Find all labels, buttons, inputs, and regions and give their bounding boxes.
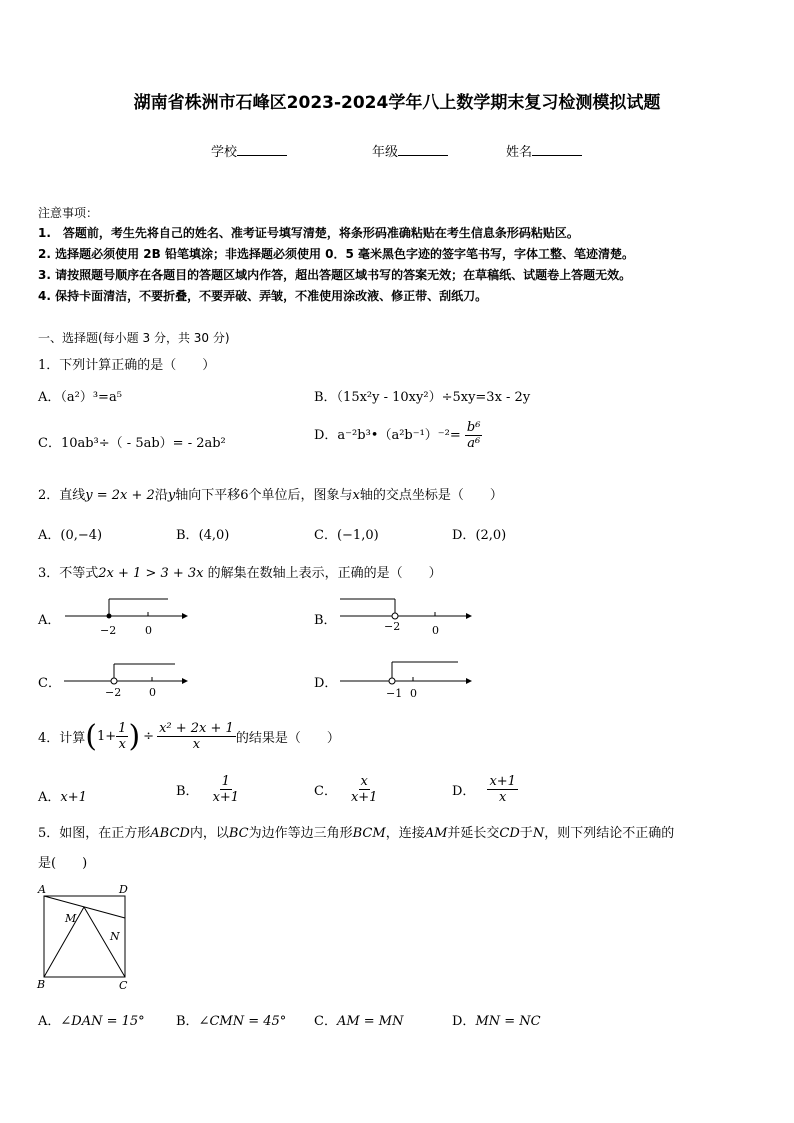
q1-option-d[interactable] bbox=[314, 420, 482, 451]
q5-s1e: 并延长交 bbox=[447, 826, 500, 841]
q2-option-d[interactable] bbox=[452, 524, 506, 543]
q3-a-tick-label: −2 bbox=[100, 624, 117, 637]
q3-b-tick-label: 0 bbox=[432, 624, 439, 637]
school-blank[interactable] bbox=[237, 143, 287, 156]
q2-6: 6 bbox=[240, 488, 249, 503]
name-blank[interactable] bbox=[532, 143, 582, 156]
q1-d-den: a⁶ bbox=[467, 436, 481, 451]
notes-heading: 注意事项： bbox=[38, 206, 99, 220]
q2-option-b[interactable] bbox=[176, 524, 229, 543]
q5-label-n: N bbox=[110, 930, 120, 943]
q4-d-fraction bbox=[487, 774, 518, 805]
q2-stem-b: 沿 bbox=[154, 488, 168, 503]
q4-fraction-2 bbox=[157, 721, 236, 752]
q5-label-b: B bbox=[37, 978, 46, 991]
q5-option-b[interactable] bbox=[176, 1010, 286, 1029]
q2-b-value: (4,0) bbox=[198, 528, 230, 543]
q5-d-label: D． bbox=[452, 1014, 476, 1029]
q4-option-b[interactable] bbox=[176, 774, 241, 805]
q3-b-number-line bbox=[336, 592, 476, 638]
q4-b-fraction bbox=[211, 774, 242, 805]
note-item: 3. 请按照题号顺序在各题目的答题区域内作答，超出答题区域书写的答案无效；在草稿纸、试题卷上答题无效。 bbox=[38, 268, 632, 282]
q4-a-value: x+1 bbox=[60, 790, 87, 805]
q4-b-label: B． bbox=[176, 784, 199, 799]
note-item: 1. 答题前，考生先将自己的姓名、准考证号填写清楚，将条形码准确粘贴在考生信息条形码粘贴区。 bbox=[38, 226, 579, 240]
q4-d-num: x+1 bbox=[489, 774, 516, 789]
school-label: 学校 bbox=[211, 145, 238, 160]
q4-option-c[interactable] bbox=[314, 774, 379, 805]
q5-bcm: BCM bbox=[352, 826, 386, 841]
q4-c-num: x bbox=[360, 774, 368, 789]
q2-d-value: (2,0) bbox=[475, 528, 507, 543]
q5-cd: CD bbox=[499, 826, 520, 841]
grade-field[interactable] bbox=[372, 141, 448, 160]
q5-square-figure bbox=[34, 880, 144, 995]
name-label: 姓名 bbox=[506, 145, 533, 160]
q5-label-m: M bbox=[65, 912, 77, 925]
q5-s1d: ，连接 bbox=[385, 826, 425, 841]
q2-stem-d: 个单位后，图象与 bbox=[248, 488, 353, 503]
q4-option-a[interactable] bbox=[38, 786, 87, 805]
q5-stem-line2: 是( ) bbox=[38, 856, 88, 871]
q4-d-den: x bbox=[499, 790, 507, 805]
q4-f1-den: x bbox=[118, 737, 126, 752]
q3-stem-a: 3．不等式 bbox=[38, 566, 99, 581]
q2-stem bbox=[38, 484, 503, 503]
q4-paren-open: ( bbox=[85, 718, 97, 754]
q4-d-label: D． bbox=[452, 784, 476, 799]
q5-am: AM bbox=[424, 826, 448, 841]
q3-option-c-label[interactable]: C． bbox=[38, 676, 61, 691]
q4-a-label: A． bbox=[38, 790, 61, 805]
q3-eq: 2x + 1 > 3 + 3x bbox=[98, 566, 204, 581]
q4-paren-close: ) bbox=[128, 718, 141, 754]
q1-d-expression: D．a⁻²b³•（a²b⁻¹）⁻²= bbox=[314, 428, 461, 443]
q5-label-a: A bbox=[38, 883, 46, 896]
q4-f2-num: x² + 2x + 1 bbox=[159, 721, 234, 736]
grade-label: 年级 bbox=[372, 145, 399, 160]
q2-x: x bbox=[352, 488, 360, 503]
q1-option-a[interactable]: A．（a²）³=a⁵ bbox=[38, 390, 122, 405]
q3-option-a-label[interactable]: A． bbox=[38, 613, 61, 628]
q4-f1-num: 1 bbox=[118, 721, 127, 736]
q3-d-number-line bbox=[336, 657, 476, 703]
q5-b-label: B． bbox=[176, 1014, 199, 1029]
q4-stem-a: 4．计算 bbox=[38, 731, 86, 746]
q3-d-tick-label: 0 bbox=[410, 687, 417, 700]
paper-title: 湖南省株洲市石峰区2023-2024学年八上数学期末复习检测模拟试题 bbox=[133, 93, 661, 113]
q2-a-value: (0,−4) bbox=[60, 528, 103, 543]
q2-stem-c: 轴向下平移 bbox=[175, 488, 241, 503]
section-heading: 一、选择题(每小题 3 分，共 30 分) bbox=[38, 331, 230, 345]
q3-option-b-label[interactable]: B． bbox=[314, 613, 337, 628]
q5-c-label: C． bbox=[314, 1014, 337, 1029]
q2-a-label: A． bbox=[38, 528, 61, 543]
q3-c-number-line bbox=[60, 657, 190, 703]
q4-b-num: 1 bbox=[221, 774, 230, 789]
q2-c-label: C． bbox=[314, 528, 337, 543]
q2-stem-a: 2．直线 bbox=[38, 488, 86, 503]
q4-c-label: C． bbox=[314, 784, 337, 799]
q5-abcd: ABCD bbox=[150, 826, 190, 841]
q5-a-label: A． bbox=[38, 1014, 61, 1029]
grade-blank[interactable] bbox=[398, 143, 448, 156]
q4-option-d[interactable] bbox=[452, 774, 518, 805]
q5-stem-line1 bbox=[38, 822, 674, 841]
q5-s1g: ，则下列结论不正确的 bbox=[544, 826, 675, 841]
q4-c-fraction bbox=[349, 774, 380, 805]
q3-b-tick-label: −2 bbox=[384, 620, 401, 633]
note-item: 2. 选择题必须使用 2B 铅笔填涂；非选择题必须使用 0．5 毫米黑色字迹的签字笔书写，字体工整、笔迹清楚。 bbox=[38, 247, 634, 261]
q1-stem: 1．下列计算正确的是（ ） bbox=[38, 358, 216, 373]
q5-option-d[interactable] bbox=[452, 1010, 541, 1029]
q5-c-value: AM = MN bbox=[336, 1014, 404, 1029]
q3-c-tick-label: 0 bbox=[149, 686, 156, 699]
q3-d-tick-label: −1 bbox=[386, 687, 403, 700]
q1-d-num: b⁶ bbox=[466, 420, 481, 435]
q5-label-d: D bbox=[119, 883, 128, 896]
q5-b-value: ∠CMN = 45° bbox=[198, 1014, 287, 1029]
q2-y: y bbox=[167, 488, 176, 503]
q4-stem-b: 的结果是（ ） bbox=[235, 731, 340, 746]
q1-option-b[interactable]: B．（15x²y - 10xy²）÷5xy=3x - 2y bbox=[314, 390, 531, 405]
q5-bc: BC bbox=[228, 826, 249, 841]
q3-a-tick-label: 0 bbox=[145, 624, 152, 637]
q5-s1f: 于 bbox=[519, 826, 533, 841]
q2-eq: y = 2x + 2 bbox=[85, 488, 155, 503]
q4-stem bbox=[38, 718, 340, 754]
q4-b-den: x+1 bbox=[212, 790, 240, 805]
q4-f2-den: x bbox=[192, 737, 201, 752]
q3-c-tick-label: −2 bbox=[105, 686, 122, 699]
name-field[interactable] bbox=[506, 141, 582, 160]
school-field[interactable] bbox=[211, 141, 287, 160]
note-item: 4. 保持卡面清洁，不要折叠，不要弄破、弄皱，不准使用涂改液、修正带、刮纸刀。 bbox=[38, 289, 488, 303]
q1-option-c[interactable]: C．10ab³÷（ - 5ab）= - 2ab² bbox=[38, 436, 226, 451]
q5-s1b: 内，以 bbox=[189, 826, 229, 841]
q3-a-number-line bbox=[60, 592, 190, 638]
q1-d-fraction bbox=[465, 420, 483, 451]
q5-d-value: MN = NC bbox=[475, 1014, 541, 1029]
q2-option-c[interactable] bbox=[314, 524, 379, 543]
q4-fraction-1 bbox=[116, 721, 128, 752]
q2-d-label: D． bbox=[452, 528, 476, 543]
q2-stem-e: 轴的交点坐标是（ ） bbox=[359, 488, 503, 503]
q3-option-d-label[interactable]: D． bbox=[314, 676, 338, 691]
q5-s1c: 为边作等边三角形 bbox=[248, 826, 353, 841]
q2-c-value: (−1,0) bbox=[336, 528, 379, 543]
q5-s1a: 5．如图，在正方形 bbox=[38, 826, 151, 841]
q5-option-a[interactable] bbox=[38, 1010, 145, 1029]
q4-divide: ÷ bbox=[143, 729, 155, 744]
q2-option-a[interactable] bbox=[38, 524, 102, 543]
q5-option-c[interactable] bbox=[314, 1010, 404, 1029]
q4-c-den: x+1 bbox=[350, 790, 378, 805]
q2-b-label: B． bbox=[176, 528, 199, 543]
q4-one-plus: 1+ bbox=[97, 729, 117, 744]
q5-n: N bbox=[532, 826, 545, 841]
q5-a-value: ∠DAN = 15° bbox=[60, 1014, 145, 1029]
q3-stem-b: 的解集在数轴上表示，正确的是（ ） bbox=[203, 566, 442, 581]
q5-label-c: C bbox=[119, 979, 128, 992]
q3-stem bbox=[38, 562, 442, 581]
